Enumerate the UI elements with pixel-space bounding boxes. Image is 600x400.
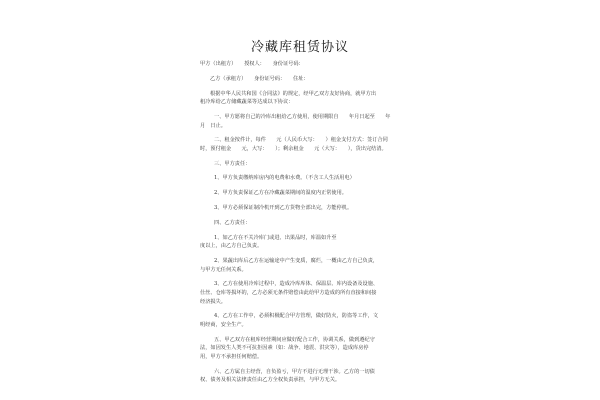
text-line: 与甲方无任何关系。	[200, 266, 247, 273]
text-line: 3、乙方在使用冷库过程中，造成冷库库体、保温层、库内设备及设施、	[214, 281, 379, 288]
text-line: 甲方（出租方） 授权人： 身份证号码：	[200, 61, 304, 67]
text-line: 权、债务及相关法律责任由乙方全权负责承担，与甲方无关。	[200, 377, 341, 384]
text-line: 1、如乙方在不关冷库门或进、出果品时，库温如升至	[214, 234, 337, 241]
text-line: 1、甲方负责缴纳库房内的电费和水费。（不含工人生活用电）	[214, 175, 355, 182]
text-line: 法，如因发生人类不可抗拒因素（如：战争、地震、洪灾等），造成库房停	[200, 345, 369, 352]
document-body	[200, 60, 405, 385]
text-line: 四、乙方责任：	[214, 219, 251, 226]
text-line: 月 日止。	[200, 122, 226, 129]
text-line: 经济损失。	[200, 298, 226, 305]
text-line: 时，预付租金 元，大写： ）；剩余租金 元（大写： ），货出完结清。	[200, 145, 387, 152]
text-line: 六、乙方属自主经营，自负盈亏，甲方不进行无理干涉。乙方的一切债	[214, 368, 375, 375]
text-line: 3、甲方必须保证制冷机开到乙方货物全部出完，方能停机。	[214, 205, 353, 212]
text-line: 度以上，由乙方自己负责。	[200, 243, 263, 250]
text-line: 三、甲方责任：	[214, 160, 251, 167]
text-line: 2、甲方负责保证乙方在冷藏蔬菜期间的温度内正常使用。	[214, 190, 347, 197]
text-line: 用，甲方不承担任何赔偿。	[200, 353, 263, 360]
text-line: 根据中华人民共和国《合同法》的规定，经甲乙双方友好协商，就甲方出	[210, 90, 377, 97]
text-line: 2、果蔬出库后乙方在运输途中产生变质，腐烂，一概由乙方自己负责，	[214, 257, 379, 264]
text-line: 乙方（承租方） 身份证号码： 住址：	[210, 75, 309, 82]
text-line: 五、甲乙双方在租库经营期间应做好配合工作，协调关系，做到遵纪守	[214, 336, 375, 343]
text-line: 租冷库给乙方储藏蔬菜等达成以下协议：	[200, 99, 294, 106]
text-line: 仕丝、仓库等损坏的，乙方必须无条件赔偿由此给甲方造成的所有直接和间接	[200, 289, 377, 296]
text-line: 一、甲方愿将自己的冷库出租给乙方使用，使用期限自 年月日起至 年	[214, 113, 391, 120]
text-line: 4、乙方在工作中，必须积极配合甲方管理，做好防火，防盗等工作，文	[214, 313, 379, 320]
text-line: 二、租金按件计，每件 元（人民币大写： ）租金支付方式：签订合同	[214, 137, 388, 144]
document-title: 冷藏库租赁协议	[250, 40, 349, 55]
text-line: 明经商，安全生产。	[200, 321, 247, 328]
